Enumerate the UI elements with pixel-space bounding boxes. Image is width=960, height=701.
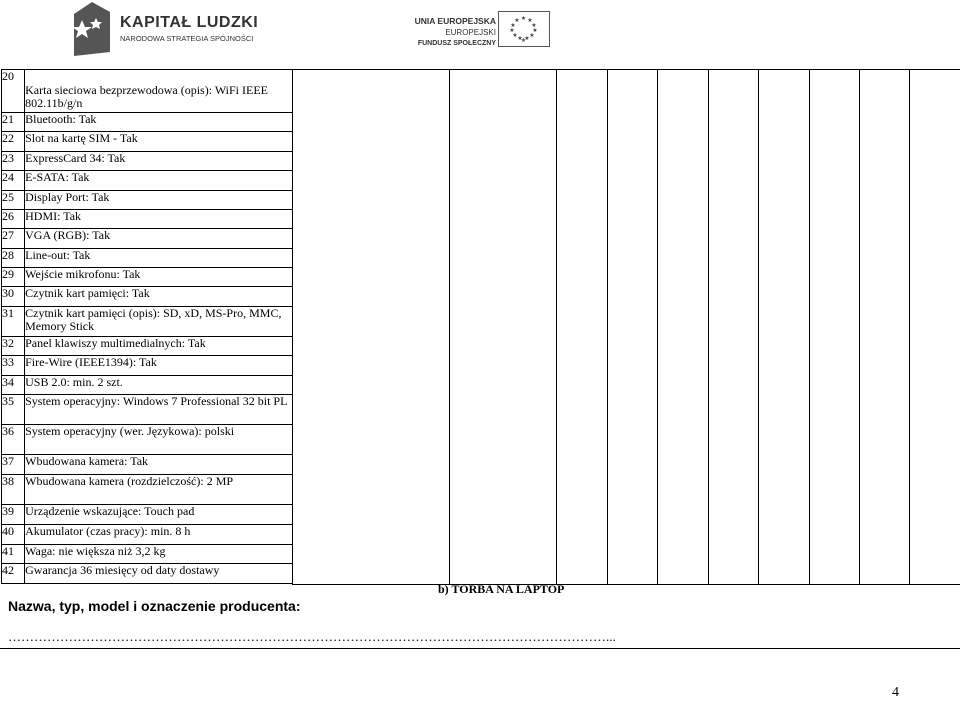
spec-cell <box>607 70 657 585</box>
spec-row-number: 22 <box>2 132 25 152</box>
kapital-ludzki-title: KAPITAŁ LUDZKI <box>120 14 258 32</box>
spec-row-text: Akumulator (czas pracy): min. 8 h <box>25 525 293 545</box>
kapital-ludzki-emblem-icon <box>70 2 116 56</box>
producer-dotted-line: …………………………………………………………………………………………………………………………... <box>8 629 616 645</box>
svg-text:★: ★ <box>517 35 522 42</box>
spec-table-body <box>2 70 960 585</box>
spec-row-number: 28 <box>2 249 25 268</box>
svg-text:★: ★ <box>529 32 534 39</box>
spec-row-number: 38 <box>2 475 25 505</box>
spec-row-number: 34 <box>2 376 25 395</box>
spec-row-number: 40 <box>2 525 25 545</box>
spec-row-text: Bluetooth: Tak <box>25 113 293 132</box>
spec-row-text: Wejście mikrofonu: Tak <box>25 268 293 287</box>
spec-row-number: 36 <box>2 425 25 455</box>
producer-label: Nazwa, typ, model i oznaczenie producenta: <box>8 598 301 614</box>
section-b-title: b) TORBA NA LAPTOP <box>438 582 564 597</box>
kapital-ludzki-subtitle: NARODOWA STRATEGIA SPÓJNOŚCI <box>120 34 253 43</box>
spec-row-text: E-SATA: Tak <box>25 171 293 191</box>
spec-row-text: ExpressCard 34: Tak <box>25 152 293 171</box>
spec-row-text: Line-out: Tak <box>25 249 293 268</box>
svg-text:★: ★ <box>531 22 536 29</box>
svg-text:★: ★ <box>512 32 517 39</box>
spec-row-number: 21 <box>2 113 25 132</box>
spec-row-number: 24 <box>2 171 25 191</box>
eu-logo-line1: UNIA EUROPEJSKA <box>400 16 496 27</box>
page-number: 4 <box>892 685 899 701</box>
spec-cell <box>449 70 556 585</box>
spec-cell <box>658 70 708 585</box>
spec-row-text: System operacyjny: Windows 7 Professional 32 bit PL <box>25 395 293 425</box>
spec-row-text: Karta sieciowa bezprzewodowa (opis): WiFi IEEE 802.11b/g/n <box>25 70 293 113</box>
spec-row-text: USB 2.0: min. 2 szt. <box>25 376 293 395</box>
spec-row-text: Urządzenie wskazujące: Touch pad <box>25 505 293 525</box>
spec-row-number: 37 <box>2 455 25 475</box>
svg-text:★: ★ <box>527 17 532 24</box>
spec-cell <box>759 70 809 585</box>
spec-table <box>1 69 960 585</box>
spec-row-text: Waga: nie większa niż 3,2 kg <box>25 545 293 564</box>
spec-row-text: Gwarancja 36 miesięcy od daty dostawy <box>25 564 293 584</box>
spec-row-text: System operacyjny (wer. Językowa): polski <box>25 425 293 455</box>
spec-row-text: Wbudowana kamera: Tak <box>25 455 293 475</box>
spec-cell <box>293 70 450 585</box>
spec-row-number: 30 <box>2 287 25 307</box>
svg-text:★: ★ <box>509 27 514 34</box>
spec-cell <box>2 584 25 585</box>
spec-row-text: Czytnik kart pamięci: Tak <box>25 287 293 307</box>
spec-cell <box>910 70 960 585</box>
spec-row-number: 39 <box>2 505 25 525</box>
spec-cell <box>708 70 758 585</box>
eu-logo-line3: FUNDUSZ SPOŁECZNY <box>400 38 496 49</box>
spec-row-text: Fire-Wire (IEEE1394): Tak <box>25 356 293 376</box>
spec-row-number: 25 <box>2 191 25 210</box>
spec-row-number: 35 <box>2 395 25 425</box>
svg-text:★: ★ <box>524 35 529 42</box>
spec-row-text: HDMI: Tak <box>25 210 293 229</box>
footer-rule <box>0 648 960 649</box>
spec-row-text: Slot na kartę SIM - Tak <box>25 132 293 152</box>
spec-cell <box>557 70 607 585</box>
eu-flag-icon <box>498 11 550 47</box>
spec-row-text: Czytnik kart pamięci (opis): SD, xD, MS-Pro, MMC, Memory Stick <box>25 307 293 337</box>
spec-cell <box>809 70 859 585</box>
spec-cell <box>25 584 293 585</box>
spec-cell <box>860 70 910 585</box>
spec-row-number: 33 <box>2 356 25 376</box>
spec-row-number: 31 <box>2 307 25 337</box>
svg-text:★: ★ <box>514 17 519 24</box>
spec-row-number: 23 <box>2 152 25 171</box>
spec-row-text: Display Port: Tak <box>25 191 293 210</box>
spec-row-text: Wbudowana kamera (rozdzielczość): 2 MP <box>25 475 293 505</box>
spec-row-number: 32 <box>2 337 25 356</box>
spec-row-number: 41 <box>2 545 25 564</box>
spec-row-number: 26 <box>2 210 25 229</box>
eu-logo-text <box>400 16 496 49</box>
spec-row-text: Panel klawiszy multimedialnych: Tak <box>25 337 293 356</box>
svg-text:★: ★ <box>521 37 526 44</box>
spec-row <box>2 70 960 113</box>
spec-row-number: 27 <box>2 229 25 249</box>
spec-row-text: VGA (RGB): Tak <box>25 229 293 249</box>
eu-logo-line2: EUROPEJSKI <box>400 27 496 38</box>
svg-text:★: ★ <box>510 22 515 29</box>
svg-text:★: ★ <box>521 15 526 22</box>
spec-row-number: 42 <box>2 564 25 584</box>
svg-text:★: ★ <box>532 27 537 34</box>
spec-row-number: 20 <box>2 70 25 113</box>
spec-row-number: 29 <box>2 268 25 287</box>
